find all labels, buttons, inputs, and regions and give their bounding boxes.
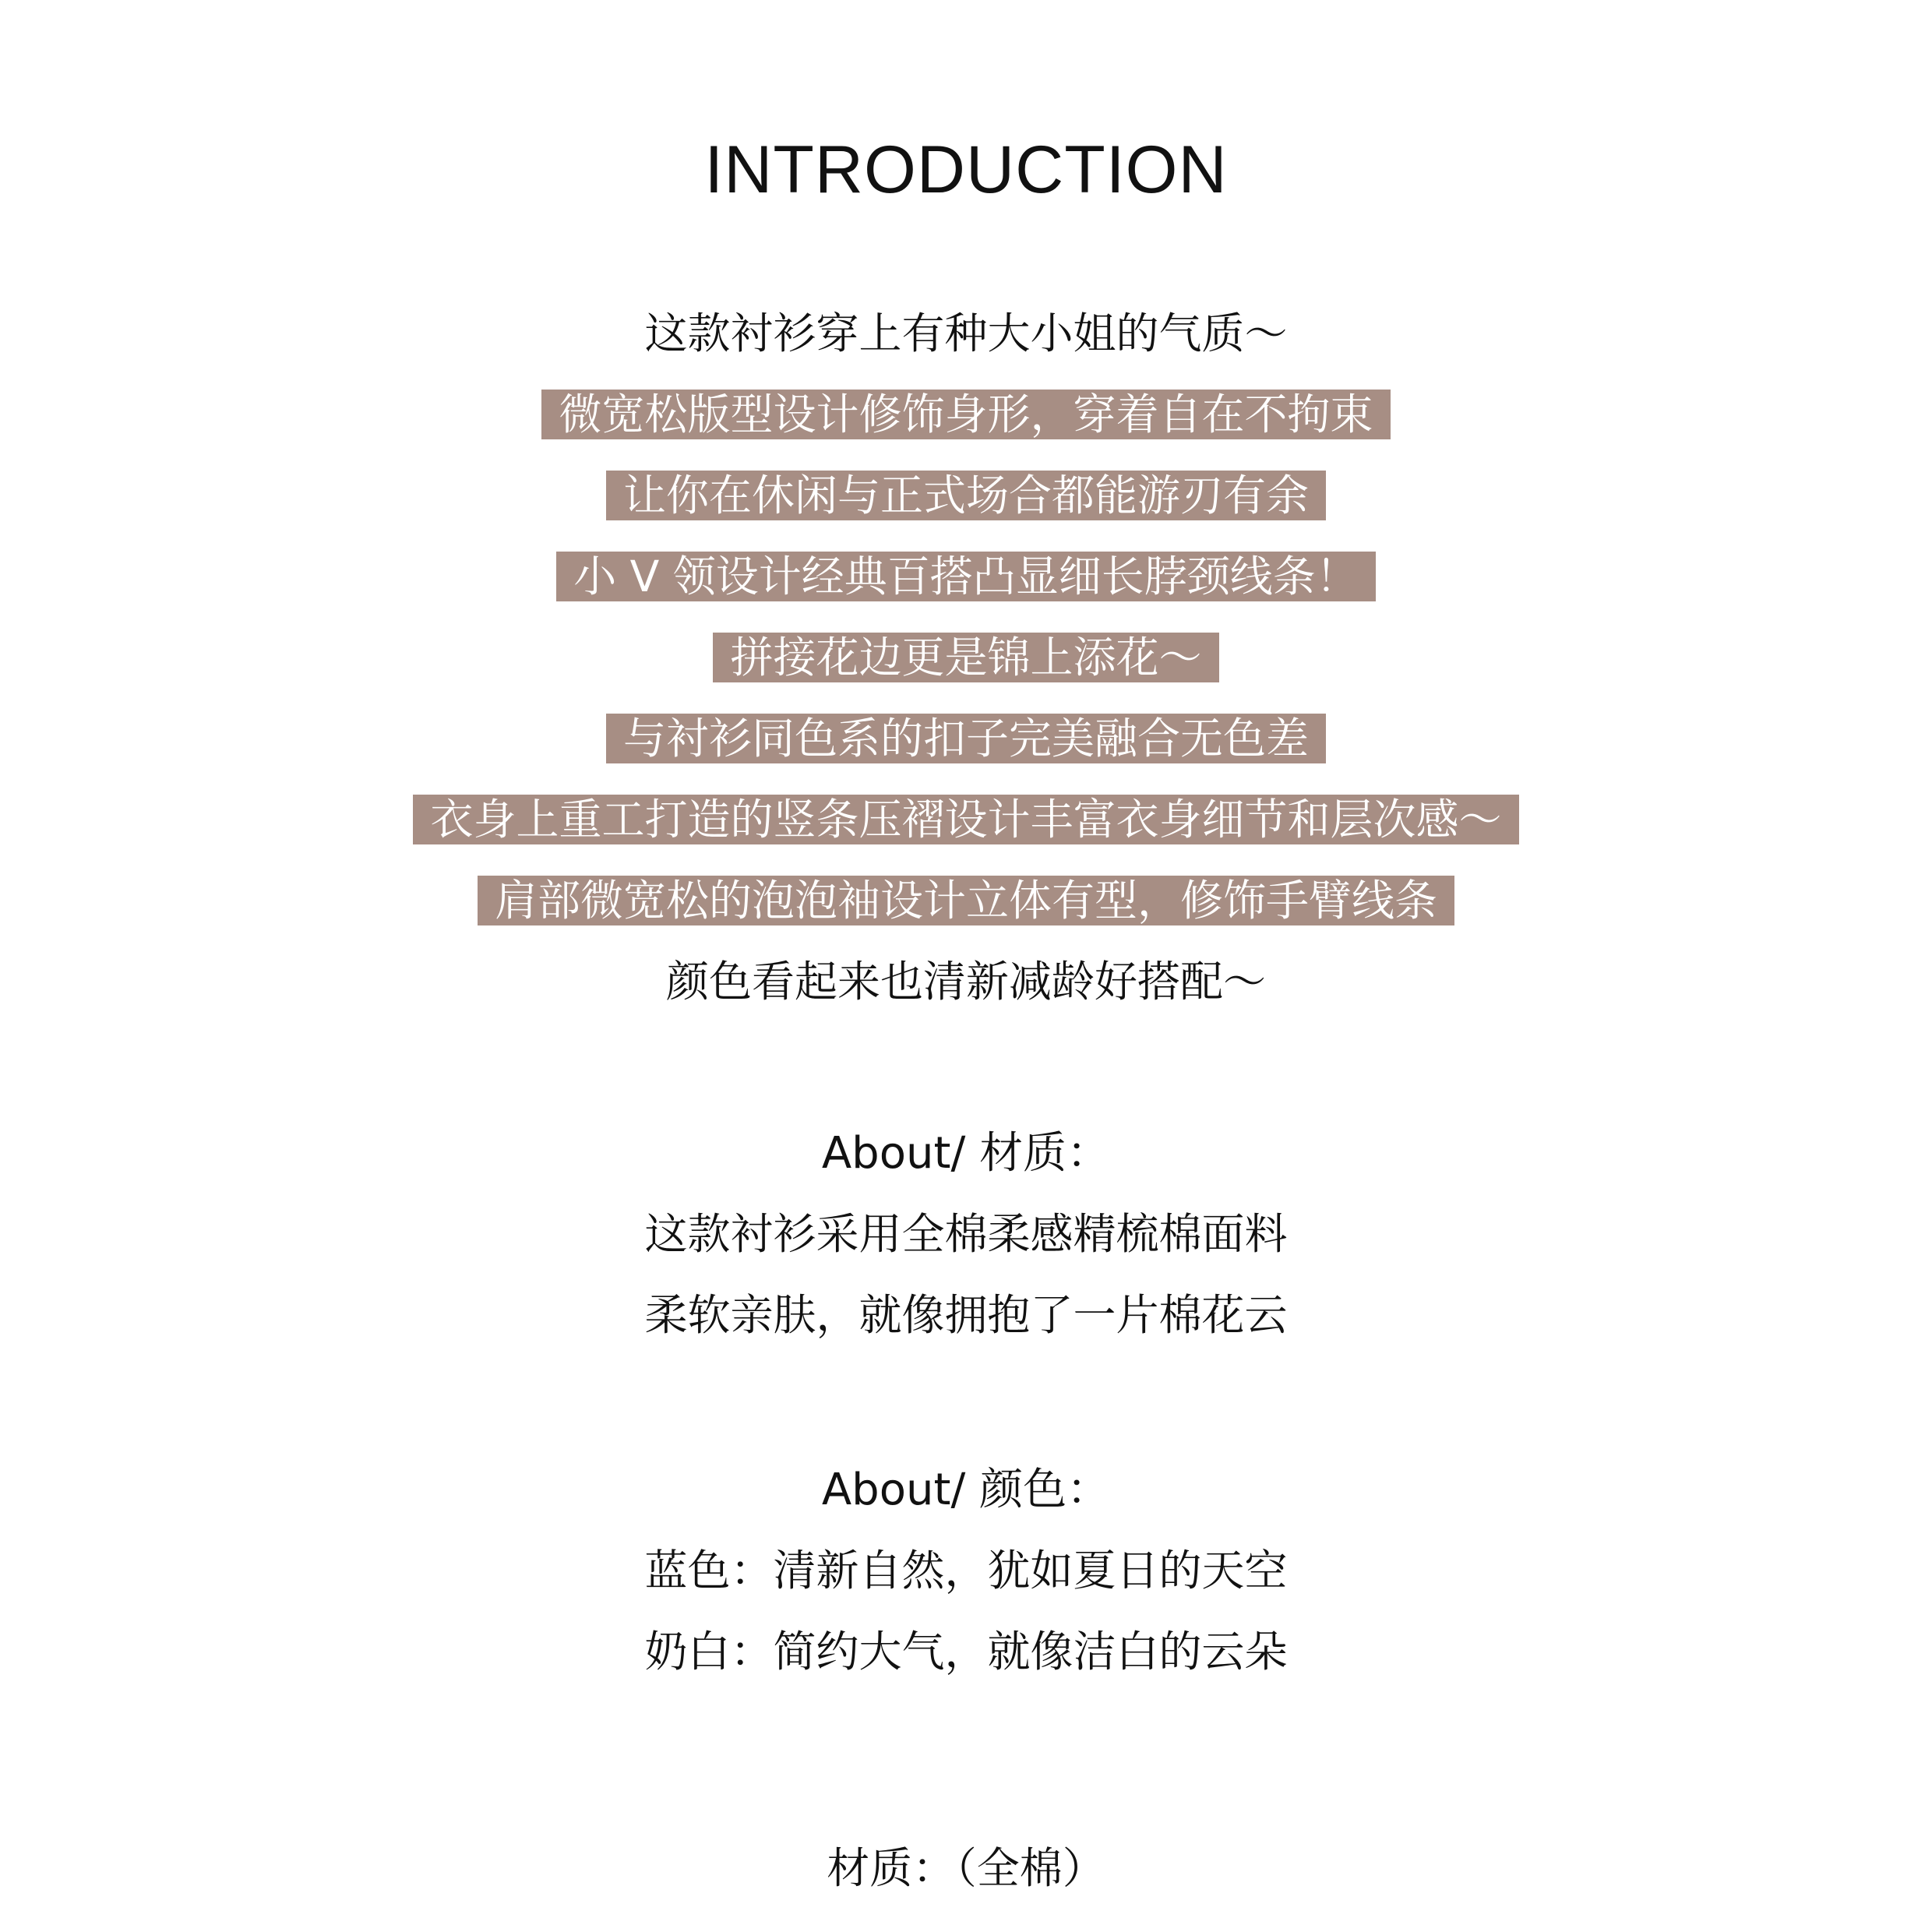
intro-line-text: 这款衬衫穿上有种大小姐的气质～ xyxy=(644,308,1288,358)
composition-line xyxy=(0,1843,1932,1893)
intro-line xyxy=(0,308,1932,358)
color-heading: About/ 颜色： xyxy=(821,1465,1111,1515)
intro-line-text: 衣身上重工打造的竖条压褶设计丰富衣身细节和层次感～ xyxy=(413,795,1518,844)
intro-highlight-line xyxy=(0,795,1932,844)
composition-text: 材质：（全棉） xyxy=(827,1843,1105,1893)
intro-line-text: 肩部微宽松的泡泡袖设计立体有型，修饰手臂线条 xyxy=(478,876,1454,925)
intro-highlight-line xyxy=(0,471,1932,520)
intro-line-text: 微宽松版型设计修饰身形，穿着自在不拘束 xyxy=(541,390,1390,439)
material-line xyxy=(0,1290,1932,1340)
page-title: INTRODUCTION xyxy=(704,132,1228,207)
material-line-text: 这款衬衫采用全棉柔感精梳棉面料 xyxy=(644,1209,1288,1259)
color-line-text: 蓝色：清新自然，犹如夏日的天空 xyxy=(644,1546,1288,1595)
intro-highlight-line xyxy=(0,633,1932,682)
color-line-text: 奶白：简约大气，就像洁白的云朵 xyxy=(644,1627,1288,1676)
color-line xyxy=(0,1546,1932,1595)
intro-line-text: 与衬衫同色系的扣子完美融合无色差 xyxy=(606,714,1326,763)
intro-highlight-line xyxy=(0,714,1932,763)
color-line xyxy=(0,1627,1932,1676)
intro-line-text: 拼接花边更是锦上添花～ xyxy=(713,633,1218,682)
intro-line xyxy=(0,957,1932,1007)
intro-line-text: 小 V 领设计经典百搭凸显细长脖颈线条！ xyxy=(556,552,1376,601)
intro-line-text: 颜色看起来也清新减龄好搭配～ xyxy=(665,957,1266,1007)
intro-highlight-line xyxy=(0,552,1932,601)
intro-highlight-line xyxy=(0,876,1932,925)
material-line-text: 柔软亲肤，就像拥抱了一片棉花云 xyxy=(644,1290,1288,1340)
material-line xyxy=(0,1209,1932,1259)
intro-highlight-line xyxy=(0,390,1932,439)
intro-line-text: 让你在休闲与正式场合都能游刃有余 xyxy=(606,471,1326,520)
material-heading: About/ 材质： xyxy=(821,1128,1111,1179)
